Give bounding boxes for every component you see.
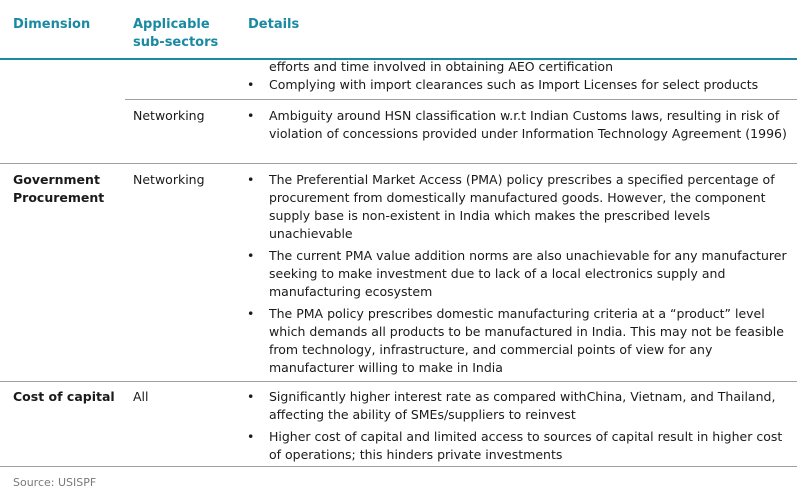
table-bottom-border [0,466,797,467]
detail-text: Complying with import clearances such as Import Licenses for select products [269,77,759,92]
detail-text: The PMA policy prescribes domestic manufacturing criteria at a “product” level which demands all products to be manufactured in India. This may not be feasible from technology, infrastructure, and commercial points of view for any manufacturer willing to make in India [269,306,784,375]
row-divider [0,381,797,382]
subsector-cell: All [133,389,149,404]
bullet-icon: • [247,306,255,321]
bullet-icon: • [247,172,255,187]
bullet-icon: • [247,389,255,404]
row-divider [125,99,797,100]
bullet-icon: • [247,248,255,263]
header-dimension: Dimension [13,17,91,32]
bullet-icon: • [247,108,255,123]
source-note: Source: USISPF [13,476,97,489]
detail-text: Significantly higher interest rate as compared withChina, Vietnam, and Thailand, affecting the ability of SMEs/suppliers to reinvest [269,389,776,422]
subsector-cell: Networking [133,172,205,187]
row-divider [0,163,797,164]
detail-text: Higher cost of capital and limited access to sources of capital result in higher cost of operations; this hinders private investments [269,429,783,462]
detail-text: efforts and time involved in obtaining AEO certification [269,59,613,74]
detail-text: The Preferential Market Access (PMA) policy prescribes a specified percentage of procurement from domestically manufactured goods. However, the component supply base is non-existent in India which makes the prescribed levels unachievable [269,172,775,241]
detail-text: The current PMA value addition norms are also unachievable for any manufacturer seeking to make investment due to lack of a local electronics supply and manufacturing ecosystem [269,248,787,299]
header-subsectors: Applicable sub-sectors [133,17,219,50]
bullet-icon: • [247,77,255,92]
dimension-cell: Government Procurement [13,172,105,205]
bullet-icon: • [247,429,255,444]
detail-text: Ambiguity around HSN classification w.r.t Indian Customs laws, resulting in risk of violation of concessions provided under Information Technology Agreement (1996) [269,108,787,141]
header-details: Details [248,17,300,32]
table-header [0,0,797,58]
subsector-cell: Networking [133,108,205,123]
dimension-cell: Cost of capital [13,389,115,404]
